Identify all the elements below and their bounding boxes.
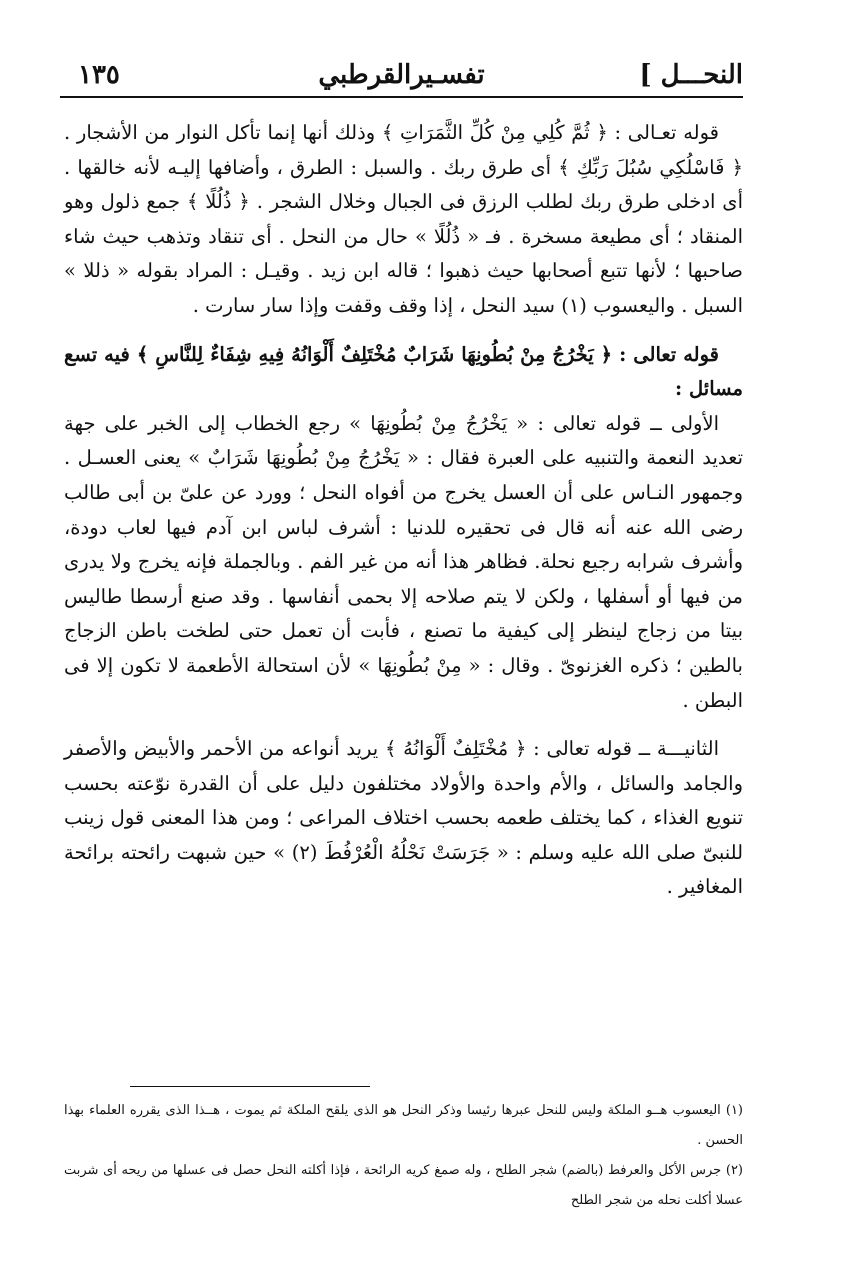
page-number: ١٣٥	[78, 60, 120, 90]
footnote-rule	[130, 1086, 370, 1087]
paragraph-verse-drink: قوله تعالى : ﴿ يَخْرُجُ مِنْ بُطُونِهَا شَرَابٌ مُخْتَلِفٌ أَلْوَانُهُ فِيهِ شِفَاءٌ لِلنَّاسِ ﴾ فيه تسع مسائل :	[64, 342, 743, 401]
paragraph-follow-paths: قوله تعـالى : ﴿ ثُمَّ كُلِي مِنْ كُلِّ الثَّمَرَاتِ ﴾ وذلك أنها إنما تأكل النوار من الأشجار . ﴿ فَاسْلُكِي سُبُلَ رَبِّكِ ﴾ أى طرق ربك . والسبل : الطرق ، وأضافها إليـه لأنه خالقها . أى ادخلى طرق ربك لطلب الرزق فى الجبال وخلال الشجر . ﴿ ذُلُلًا ﴾ جمع ذلول وهو المنقاد ؛ أى مطيعة مسخرة . فـ « ذُلُلًا » حال من النحل . أى تنقاد وتذهب حيث شاء صاحبها ؛ لأنها تتبع أصحابها حيث ذهبوا ؛ قاله ابن زيد . وقيـل : المراد بقوله « ذللا » السبل . واليعسوب (١) سيد النحل ، إذا وقف وقفت وإذا سار سارت .	[64, 121, 743, 317]
footnote-2: (٢) جرس الأكل والعرفط (بالضم) شجر الطلح ، وله صمغ كريه الرائحة ، فإذا أكلته النحل حصل فى عسلها من ريحه أى شربت عسلا أكلت نحله من شجر الطلح	[64, 1163, 743, 1208]
footnote-1: (١) اليعسوب هــو الملكة وليس للنحل عبرها رئيسا وذكر النحل هو الذى يلقح الملكة ثم يموت ، هــذا الذى يقرره العلماء بهذا الحسن .	[64, 1103, 743, 1148]
header-rule	[60, 96, 743, 98]
page-header	[60, 58, 743, 98]
footnotes	[64, 1096, 743, 1216]
paragraph-issue-two: الثانيـــة ــ قوله تعالى : ﴿ مُخْتَلِفٌ أَلْوَانُهُ ﴾ يريد أنواعه من الأحمر والأبيض والأصفر والجامد والسائل ، والأم واحدة والأولاد مختلفون دليل على أن القدرة نوّعته بحسب تنويع الغذاء ، كما يختلف طعمه بحسب اختلاف المراعى ؛ ومن هذا المعنى قول زينب للنبىّ صلى الله عليه وسلم : « جَرَسَتْ نَحْلُهُ الْعُرْفُطَ (٢) » حين شبهت رائحته برائحة المغافير .	[64, 737, 744, 899]
book-title: تفسـيرالقرطبي	[318, 60, 485, 90]
paragraph-issue-one: الأولى ــ قوله تعالى : « يَخْرُجُ مِنْ بُطُونِهَا » رجع الخطاب إلى الخبر على جهة تعديد النعمة والتنبيه على العبرة فقال : « يَخْرُجُ مِنْ بُطُونِهَا شَرَابٌ » يعنى العسـل . وجمهور النـاس على أن العسل يخرج من أفواه النحل ؛ وورد عن علىّ بن أبى طالب رضى الله عنه أنه قال فى تحقيره للدنيا : أشرف لباس ابن آدم فيها لعاب دودة، وأشرف شرابه رجيع نحلة. فظاهر هذا أنه من غير الفم . وبالجملة فإنه يخرج ولا يدرى من فيها أو أسفلها ، ولكن لا يتم صلاحه إلا بحمى أنفاسها . وقد صنع أرسطا طاليس بيتا من زجاج لينظر إلى كيفية ما تصنع ، فأبت أن تعمل حتى لطخت باطن الزجاج بالطين ؛ ذكره الغزنوىّ . وقال : « مِنْ بُطُونِهَا » لأن استحالة الأطعمة لا تكون إلا فى البطن .	[64, 411, 743, 712]
body-text	[64, 116, 743, 905]
surah-name: النحـــل ]	[639, 60, 743, 90]
